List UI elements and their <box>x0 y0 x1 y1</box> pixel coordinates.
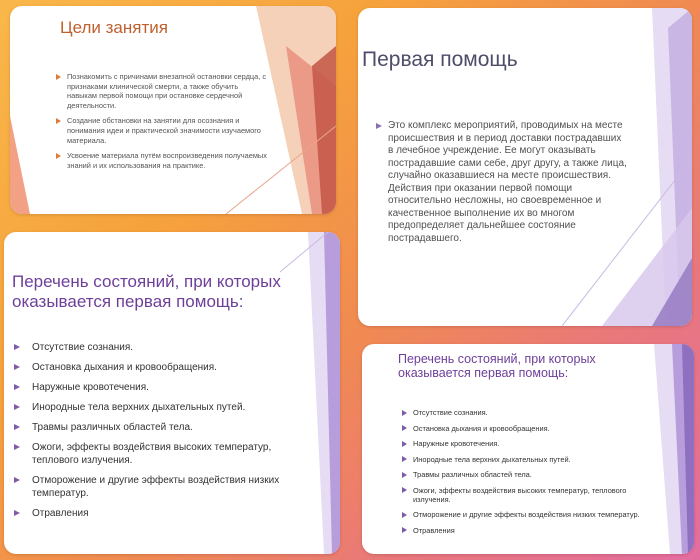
bullet-arrow-icon <box>402 441 407 447</box>
bullet-arrow-icon <box>402 456 407 462</box>
list-item: Травмы различных областей тела. <box>14 421 314 434</box>
list-item: Наружные кровотечения. <box>14 381 314 394</box>
goals-list <box>56 72 268 176</box>
bullet-arrow-icon <box>14 364 20 370</box>
conditions-list <box>14 341 314 527</box>
slide-title: Первая помощь <box>362 48 518 71</box>
bullet-arrow-icon <box>14 384 20 390</box>
list-item: Ожоги, эффекты воздействия высоких температур, теплового излучения. <box>14 441 314 467</box>
list-item: Инородные тела верхних дыхательных путей. <box>14 401 314 414</box>
slide-title: Цели занятия <box>60 18 168 37</box>
conditions-list <box>402 408 662 541</box>
bullet-arrow-icon <box>14 404 20 410</box>
bullet-arrow-icon <box>402 527 407 533</box>
slide-conditions-list <box>4 232 340 554</box>
bullet-arrow-icon <box>14 344 20 350</box>
slide-title: Перечень состояний, при которых оказывается первая помощь: <box>12 272 281 311</box>
list-item: Познакомить с причинами внезапной остановки сердца, с признаками клинической смерти, а также обучить навыкам первой помощи при остановке сердечной деятельности. <box>56 72 268 110</box>
list-item: Усвоение материала путём воспроизведения получаемых знаний и их использования на практике. <box>56 151 268 170</box>
list-item: Остановка дыхания и кровообращения. <box>14 361 314 374</box>
bullet-arrow-icon <box>402 487 407 493</box>
bullet-arrow-icon <box>56 153 61 159</box>
list-item: Ожоги, эффекты воздействия высоких температур, теплового излучения. <box>402 486 662 504</box>
bullet-arrow-icon <box>14 477 20 483</box>
bullet-arrow-icon <box>14 424 20 430</box>
list-item: Отравления <box>14 507 314 520</box>
list-item: Отсутствие сознания. <box>14 341 314 354</box>
bullet-arrow-icon <box>402 410 407 416</box>
bullet-arrow-icon <box>56 74 61 80</box>
bullet-arrow-icon <box>402 472 407 478</box>
list-item: Отсутствие сознания. <box>402 408 662 417</box>
list-item: Отморожение и другие эффекты воздействия низких температур. <box>402 510 662 519</box>
list-item: Инородные тела верхних дыхательных путей. <box>402 455 662 464</box>
slide-conditions-list-small <box>362 344 694 554</box>
definition-paragraph: Это комплекс мероприятий, проводимых на месте происшествия и в период доставки пострадавших в лечебное учреждение. Ее могут оказывать пострадавшие сами себе, друг другу, а также лица, случайно оказавшиеся на месте происшествия. Действия при оказании первой помощи относительно несложны, но своевременное и качественное выполнение их во многом предопределяет дальнейшее состояние пострадавшего. <box>376 120 628 245</box>
slide-first-aid <box>358 8 692 326</box>
bullet-arrow-icon <box>402 512 407 518</box>
list-item: Отморожение и другие эффекты воздействия низких температур. <box>14 474 314 500</box>
left-accent-stripe <box>10 116 32 214</box>
list-item: Создание обстановки на занятии для осознания и понимания идеи и практической значимости изучаемого материала. <box>56 116 268 145</box>
list-item: Наружные кровотечения. <box>402 439 662 448</box>
list-item: Отравления <box>402 526 662 535</box>
bullet-arrow-icon <box>402 425 407 431</box>
bullet-arrow-icon <box>14 444 20 450</box>
slide-goals <box>10 6 336 214</box>
bullet-arrow-icon <box>56 118 61 124</box>
slide-title: Перечень состояний, при которых оказывается первая помощь: <box>398 352 596 381</box>
bullet-arrow-icon <box>376 123 382 129</box>
list-item: Травмы различных областей тела. <box>402 470 662 479</box>
bullet-arrow-icon <box>14 510 20 516</box>
list-item: Остановка дыхания и кровообращения. <box>402 424 662 433</box>
